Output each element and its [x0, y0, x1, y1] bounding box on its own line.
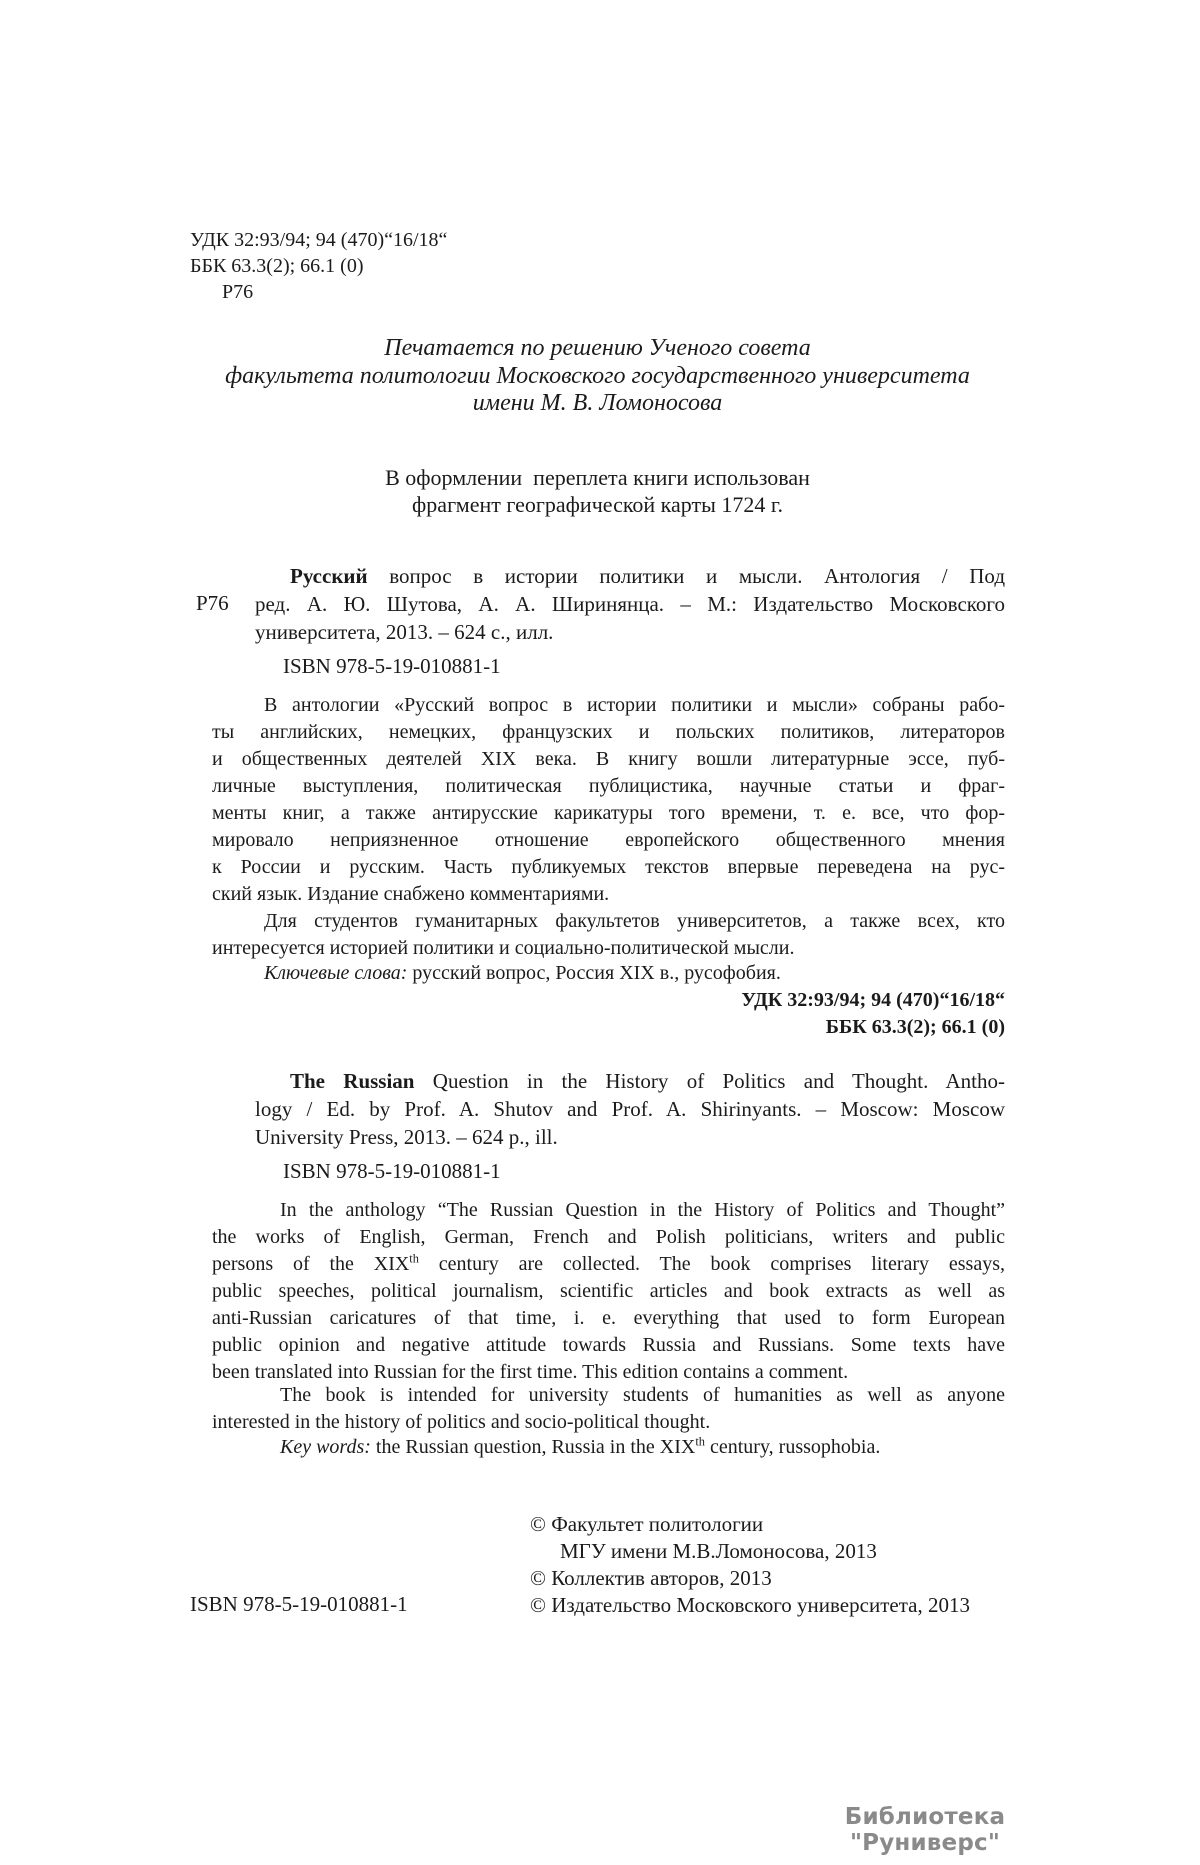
text-line: In the anthology “The Russian Question in the History of Politics and Thought”: [280, 1199, 1005, 1221]
text-line: мировало неприязненное отношение европейского общественного мнения: [212, 829, 1005, 851]
catalog-entry-lines: [255, 1095, 1005, 1151]
text-line: факультета политологии Московского государственного университета: [225, 362, 970, 389]
catalog-entry-lines: [255, 590, 1005, 646]
russian-audience-paragraph: [212, 908, 1005, 962]
russian-catalog-entry: [255, 562, 1005, 646]
catalog-entry-first-line: [255, 1067, 1005, 1095]
text-line: The book is intended for university students of humanities as well as anyone: [280, 1384, 1005, 1406]
author-sign-margin-code: Р76: [196, 591, 229, 615]
text-line: ББК 63.3(2); 66.1 (0): [825, 1016, 1005, 1038]
keywords-text: the Russian question, Russia in the XIXth century, russophobia.: [370, 1434, 881, 1458]
library-watermark: Библиотека "Руниверс": [844, 1804, 1006, 1856]
catalog-entry-first-line: [255, 562, 1005, 590]
text-line: anti-Russian caricatures of that time, i. e. everything that used to form European: [212, 1307, 1005, 1329]
isbn-line-bottom: ISBN 978-5-19-010881-1: [190, 1592, 408, 1616]
text-line: persons of the XIXth century are collected. The book comprises literary essays,: [212, 1251, 1005, 1275]
russian-keywords-line: [212, 962, 1005, 985]
text-line: МГУ имени М.В.Ломоносова, 2013: [560, 1539, 877, 1563]
english-audience-paragraph: [212, 1382, 1005, 1436]
text-line: УДК 32:93/94; 94 (470)“16/18“: [190, 229, 448, 251]
text-line: В антологии «Русский вопрос в истории политики и мысли» собраны рабо-: [264, 694, 1005, 716]
entry-first-line-rest: вопрос в истории политики и мысли. Антология / Под: [367, 564, 1005, 588]
text-line: и общественных деятелей XIX века. В книгу вошли литературные эссе, пуб-: [212, 748, 1005, 770]
text-line: Для студентов гуманитарных факультетов университетов, а также всех, кто: [264, 910, 1005, 932]
entry-first-line-rest: Question in the History of Politics and Thought. Antho-: [414, 1069, 1005, 1093]
text-line: public speeches, political journalism, scientific articles and book extracts as well as: [212, 1280, 1005, 1302]
cover-design-note: [190, 464, 1005, 518]
text-line: интересуется историей политики и социально-политической мысли.: [212, 937, 795, 959]
text-line: личные выступления, политическая публицистика, научные статьи и фраг-: [212, 775, 1005, 797]
text-line: ский язык. Издание снабжено комментариями.: [212, 883, 610, 905]
text-line: ББК 63.3(2); 66.1 (0): [190, 255, 364, 277]
text-line: фрагмент географической карты 1724 г.: [412, 492, 783, 517]
text-line: © Издательство Московского университета, 2013: [530, 1593, 970, 1617]
text-line: УДК 32:93/94; 94 (470)“16/18“: [741, 989, 1005, 1011]
printing-decree-note: [190, 335, 1005, 418]
entry-lead-word: Русский: [290, 564, 368, 588]
text-line: к России и русским. Часть публикуемых текстов впервые переведена на рус-: [212, 856, 1005, 878]
udk-bbk-code-block: [190, 227, 790, 305]
text-line: Р76: [222, 281, 254, 303]
english-catalog-entry: [255, 1067, 1005, 1151]
text-line: В оформлении переплета книги использован: [385, 465, 810, 490]
isbn-line-russian: ISBN 978-5-19-010881-1: [283, 654, 501, 678]
text-line: the works of English, German, French and Polish politicians, writers and public: [212, 1226, 1005, 1248]
text-line: университета, 2013. – 624 с., илл.: [255, 620, 554, 644]
text-line: interested in the history of politics and socio-political thought.: [212, 1411, 711, 1433]
english-keywords-line: [212, 1436, 1005, 1459]
keywords-text: русский вопрос, Россия XIX в., русофобия.: [407, 962, 781, 984]
english-annotation-paragraph: [212, 1197, 1005, 1386]
text-line: been translated into Russian for the first time. This edition contains a comment.: [212, 1361, 849, 1383]
keywords-label: Key words:: [280, 1436, 371, 1458]
text-line: Печатается по решению Ученого совета: [384, 335, 811, 361]
keywords-label: Ключевые слова:: [264, 962, 408, 984]
text-line: © Факультет политологии: [530, 1512, 764, 1536]
text-line: ред. А. Ю. Шутова, А. А. Ширинянца. – М.: Издательство Московского: [255, 592, 1005, 616]
text-line: менты книг, а также антирусские карикатуры того времени, т. е. все, что фор-: [212, 802, 1005, 824]
text-line: © Коллектив авторов, 2013: [530, 1566, 772, 1590]
text-line: ты английских, немецких, французских и польских политиков, литераторов: [212, 721, 1005, 743]
isbn-line-english: ISBN 978-5-19-010881-1: [283, 1159, 501, 1183]
entry-lead-word: The Russian: [290, 1069, 415, 1093]
text-line: logy / Ed. by Prof. A. Shutov and Prof. A. Shirinyants. – Moscow: Moscow: [255, 1097, 1005, 1121]
text-line: имени М. В. Ломоносова: [472, 390, 723, 416]
russian-annotation-paragraph: [212, 692, 1005, 908]
copyright-block: [530, 1511, 1050, 1619]
text-line: University Press, 2013. – 624 p., ill.: [255, 1125, 558, 1149]
udk-bbk-code-block-bold: [190, 987, 1005, 1041]
text-line: public opinion and negative attitude towards Russia and Russians. Some texts have: [212, 1334, 1005, 1356]
